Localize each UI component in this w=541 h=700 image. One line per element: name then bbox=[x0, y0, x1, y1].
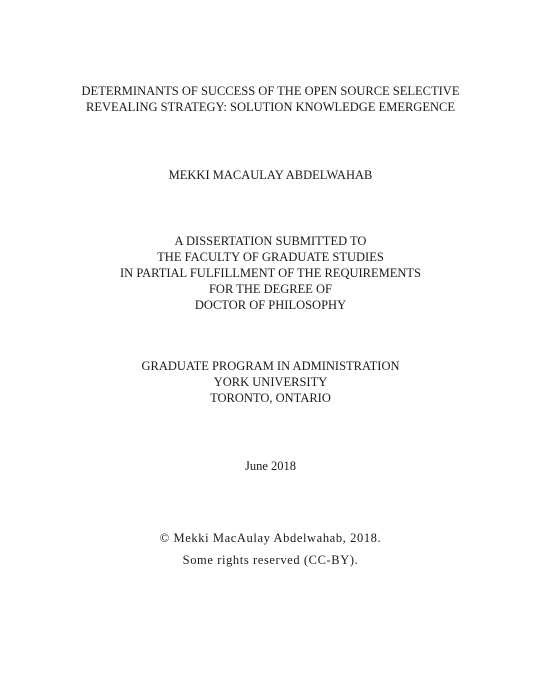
rights-line: Some rights reserved (CC-BY). bbox=[182, 553, 359, 567]
submission-line-4: FOR THE DEGREE OF bbox=[208, 282, 333, 296]
submission-date bbox=[0, 458, 541, 474]
title-line-2: REVEALING STRATEGY: SOLUTION KNOWLEDGE EMERGENCE bbox=[86, 100, 455, 114]
copyright-line: © Mekki MacAulay Abdelwahab, 2018. bbox=[159, 531, 382, 545]
copyright-notice bbox=[0, 527, 541, 571]
university-line: YORK UNIVERSITY bbox=[213, 375, 328, 389]
program-line: GRADUATE PROGRAM IN ADMINISTRATION bbox=[141, 359, 400, 373]
submission-line-1: A DISSERTATION SUBMITTED TO bbox=[174, 234, 367, 248]
submission-line-5: DOCTOR OF PHILOSOPHY bbox=[194, 298, 347, 312]
dissertation-title bbox=[0, 83, 541, 115]
author-name bbox=[0, 167, 541, 183]
submission-line-2: THE FACULTY OF GRADUATE STUDIES bbox=[157, 250, 384, 264]
title-line-1: DETERMINANTS OF SUCCESS OF THE OPEN SOURCE SELECTIVE bbox=[81, 84, 460, 98]
submission-statement bbox=[0, 233, 541, 313]
location-line: TORONTO, ONTARIO bbox=[210, 391, 331, 405]
author-line: MEKKI MACAULAY ABDELWAHAB bbox=[168, 168, 373, 182]
submission-line-3: IN PARTIAL FULFILLMENT OF THE REQUIREMENTS bbox=[120, 266, 421, 280]
program-info bbox=[0, 358, 541, 406]
date-line: June 2018 bbox=[244, 459, 297, 473]
